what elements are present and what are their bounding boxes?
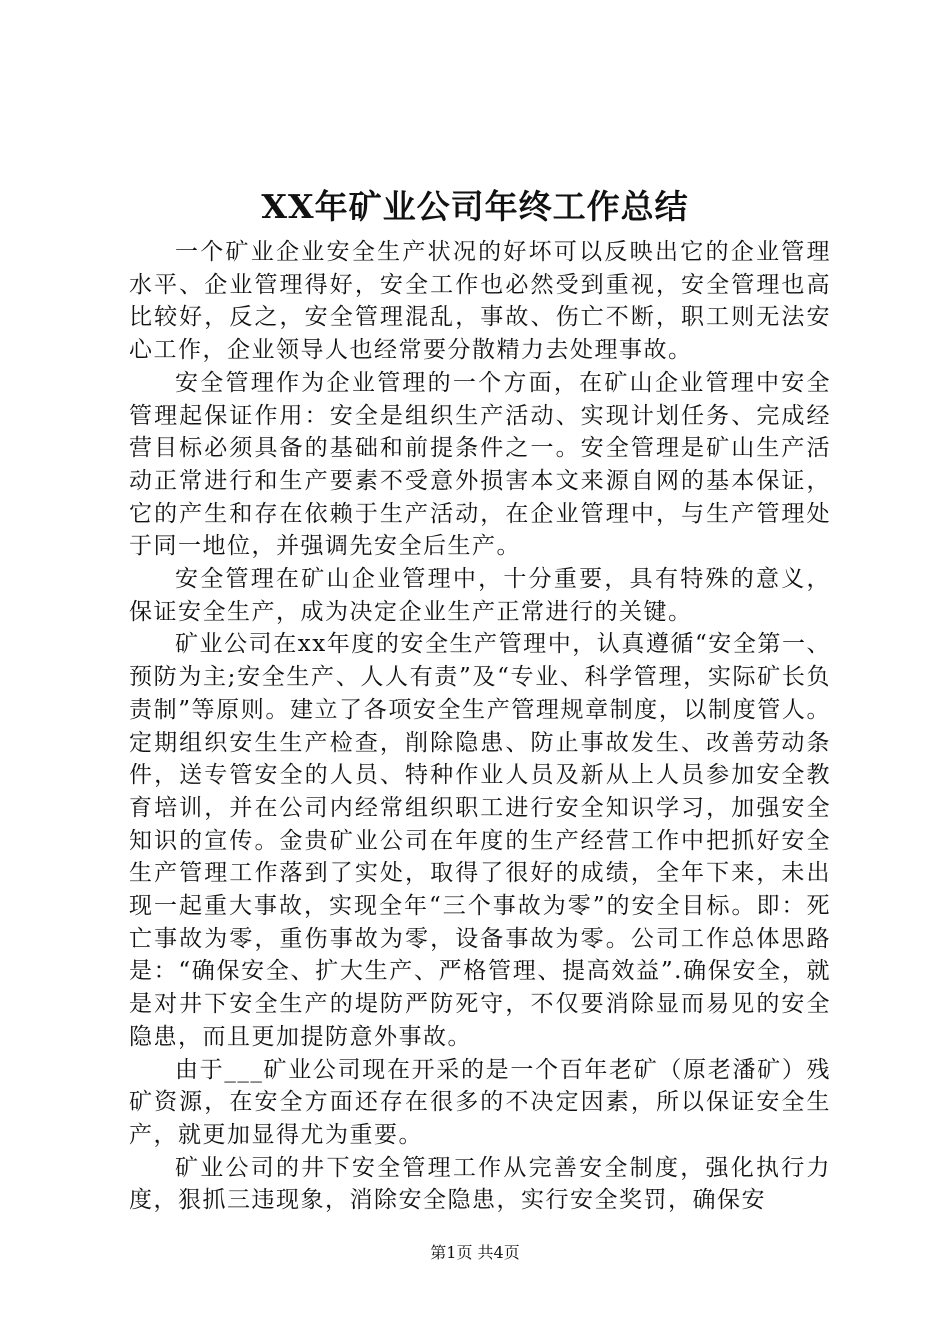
document-body — [129, 236, 831, 1217]
paragraph: 由于___矿业公司现在开采的是一个百年老矿（原老潘矿）残矿资源，在安全方面还存在很多的不决定因素，所以保证安全生产，就更加显得尤为重要。 — [129, 1056, 831, 1148]
document-title: XX年矿业公司年终工作总结 — [261, 187, 689, 226]
paragraph: 矿业公司的井下安全管理工作从完善安全制度，强化执行力度，狠抓三违现象，消除安全隐患，实行安全奖罚，确保安 — [129, 1154, 831, 1214]
paragraph: 矿业公司在xx年度的安全生产管理中，认真遵循“安全第一、预防为主;安全生产、人人有责”及“专业、科学管理，实际矿长负责制”等原则。建立了各项安全生产管理规章制度，以制度管人。定期组织安生生产检查，削除隐患、防止事故发生、改善劳动条件，送专管安全的人员、特种作业人员及新从上人员参加安全教育培训，并在公司内经常组织职工进行安全知识学习，加强安全知识的宣传。金贵矿业公司在年度的生产经营工作中把抓好安全生产管理工作落到了实处，取得了很好的成绩，全年下来，未出现一起重大事故，实现全年“三个事故为零”的安全目标。即：死亡事故为零，重伤事故为零，设备事故为零。公司工作总体思路是：“确保安全、扩大生产、严格管理、提高效益”.确保安全，就是对井下安全生产的堤防严防死守，不仅要消除显而易见的安全隐患，而且更加提防意外事故。 — [129, 631, 831, 1050]
paragraph: 一个矿业企业安全生产状况的好坏可以反映出它的企业管理水平、企业管理得好，安全工作也必然受到重视，安全管理也高比较好，反之，安全管理混乱，事故、伤亡不断，职工则无法安心工作，企业领导人也经常要分散精力去处理事故。 — [129, 239, 831, 364]
paragraph: 安全管理在矿山企业管理中，十分重要，具有特殊的意义，保证安全生产，成为决定企业生产正常进行的关键。 — [129, 566, 831, 625]
paragraph: 安全管理作为企业管理的一个方面，在矿山企业管理中安全管理起保证作用：安全是组织生产活动、实现计划任务、完成经营目标必须具备的基础和前提条件之一。安全管理是矿山生产活动正常进行和生产要素不受意外损害本文来源自网的基本保证，它的产生和存在依赖于生产活动，在企业管理中，与生产管理处于同一地位，并强调先安全后生产。 — [129, 369, 831, 560]
page-number-footer: 第1页 共4页 — [430, 1243, 520, 1262]
